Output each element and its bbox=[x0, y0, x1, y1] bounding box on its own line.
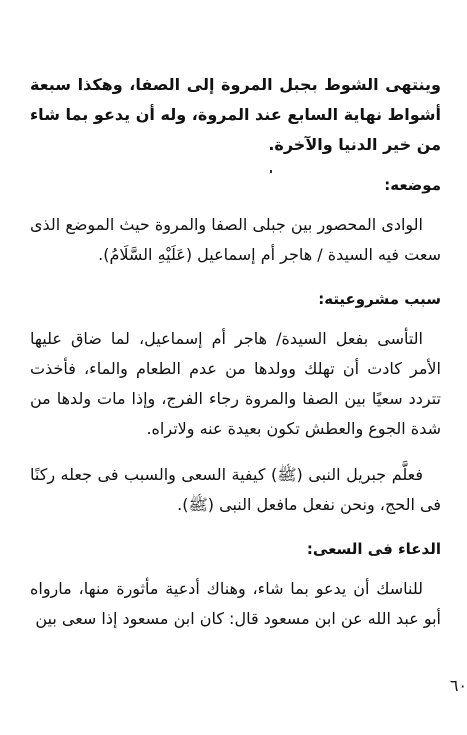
paragraph-sai-ending: وينتهى الشوط بجبل المروة إلى الصفا، وهكذا سبعة أشواط نهاية السابع عند المروة، وله أن يدعو بما شاء من خير الدنيا والآخرة. bbox=[30, 75, 441, 154]
paragraph-supplication: للناسك أن يدعو بما شاء، وهناك أدعية مأثورة منها، مارواه أبو عبد الله عن ابن مسعود قال: كان ابن مسعود إذا سعى بين bbox=[30, 579, 441, 628]
heading-supplication: الدعاء فى السعى: bbox=[306, 540, 441, 558]
paragraph-reason: التأسى بفعل السيدة/ هاجر أم إسماعيل، لما ضاق عليها الأمر كادت أن تهلك وولدها من عدم الطعام والماء، فأخذت تتردد سعيًا بين الصفا والمروة رجاء الفرج، وإذا مات ولدها من شدة الجوع والعطش تكون بعيدة عنه ولاتراه. bbox=[30, 329, 441, 438]
heading-location: موضعه: bbox=[384, 176, 441, 194]
paragraph-jibril: فعلَّم جبريل النبى (ﷺ) كيفية السعى والسبب فى جعله ركنًا فى الحج، ونحن نفعل مافعل النبى (ﷺ). bbox=[30, 465, 441, 514]
print-speck bbox=[270, 170, 272, 173]
page-number: ٦٠ bbox=[449, 676, 467, 695]
heading-reason: سبب مشروعيته: bbox=[318, 290, 441, 308]
paragraph-location: الوادى المحصور بين جبلى الصفا والمروة حيث الموضع الذى سعت فيه السيدة / هاجر أم إسماعيل (عَلَيْهِ السَّلَامُ). bbox=[30, 215, 441, 264]
